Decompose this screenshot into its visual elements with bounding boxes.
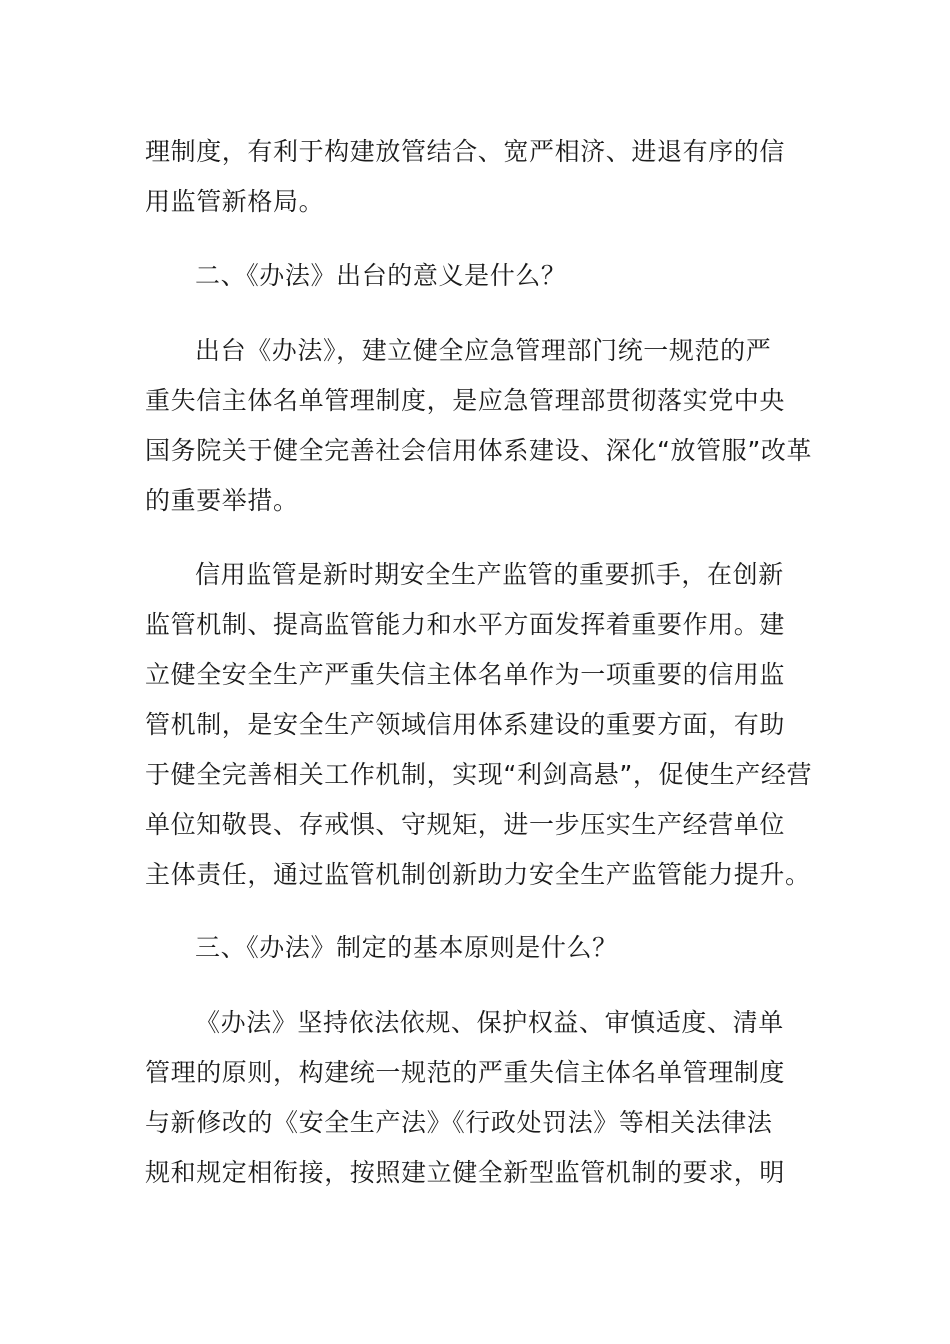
text-line: 《办法》坚持依法依规、保护权益、审慎适度、清单: [195, 1008, 784, 1037]
text-line: 立健全安全生产严重失信主体名单作为一项重要的信用监: [145, 660, 786, 689]
section-heading-2: [145, 251, 809, 301]
text-line: 于健全完善相关工作机制，实现“利剑高悬”，促使生产经营: [145, 760, 813, 789]
text-line: 理制度，有利于构建放管结合、宽严相济、进退有序的信: [145, 137, 786, 166]
paragraph-principles: [145, 998, 809, 1198]
text-line: 的重要举措。: [145, 486, 299, 515]
text-line: 管机制，是安全生产领域信用体系建设的重要方面，有助: [145, 710, 786, 739]
text-line: 信用监管是新时期安全生产监管的重要抓手，在创新: [195, 560, 784, 589]
text-line: 监管机制、提高监管能力和水平方面发挥着重要作用。建: [145, 610, 786, 639]
text-line: 管理的原则，构建统一规范的严重失信主体名单管理制度: [145, 1058, 786, 1087]
heading-text: 三、《办法》制定的基本原则是什么？: [195, 933, 618, 962]
paragraph-significance: [145, 326, 813, 526]
text-line: 主体责任，通过监管机制创新助力安全生产监管能力提升。: [145, 860, 811, 889]
text-line: 与新修改的《安全生产法》《行政处罚法》等相关法律法: [145, 1108, 773, 1137]
paragraph-credit-supervision: [145, 550, 813, 900]
paragraph-continuation: [145, 127, 809, 227]
text-line: 国务院关于健全完善社会信用体系建设、深化“放管服”改革: [145, 436, 813, 465]
text-line: 用监管新格局。: [145, 187, 325, 216]
section-heading-3: [145, 923, 809, 973]
text-line: 规和规定相衔接，按照建立健全新型监管机制的要求，明: [145, 1158, 786, 1187]
text-line: 出台《办法》，建立健全应急管理部门统一规范的严: [195, 336, 772, 365]
heading-text: 二、《办法》出台的意义是什么？: [195, 261, 567, 290]
text-line: 单位知敬畏、存戒惧、守规矩，进一步压实生产经营单位: [145, 810, 786, 839]
text-line: 重失信主体名单管理制度，是应急管理部贯彻落实党中央: [145, 386, 786, 415]
